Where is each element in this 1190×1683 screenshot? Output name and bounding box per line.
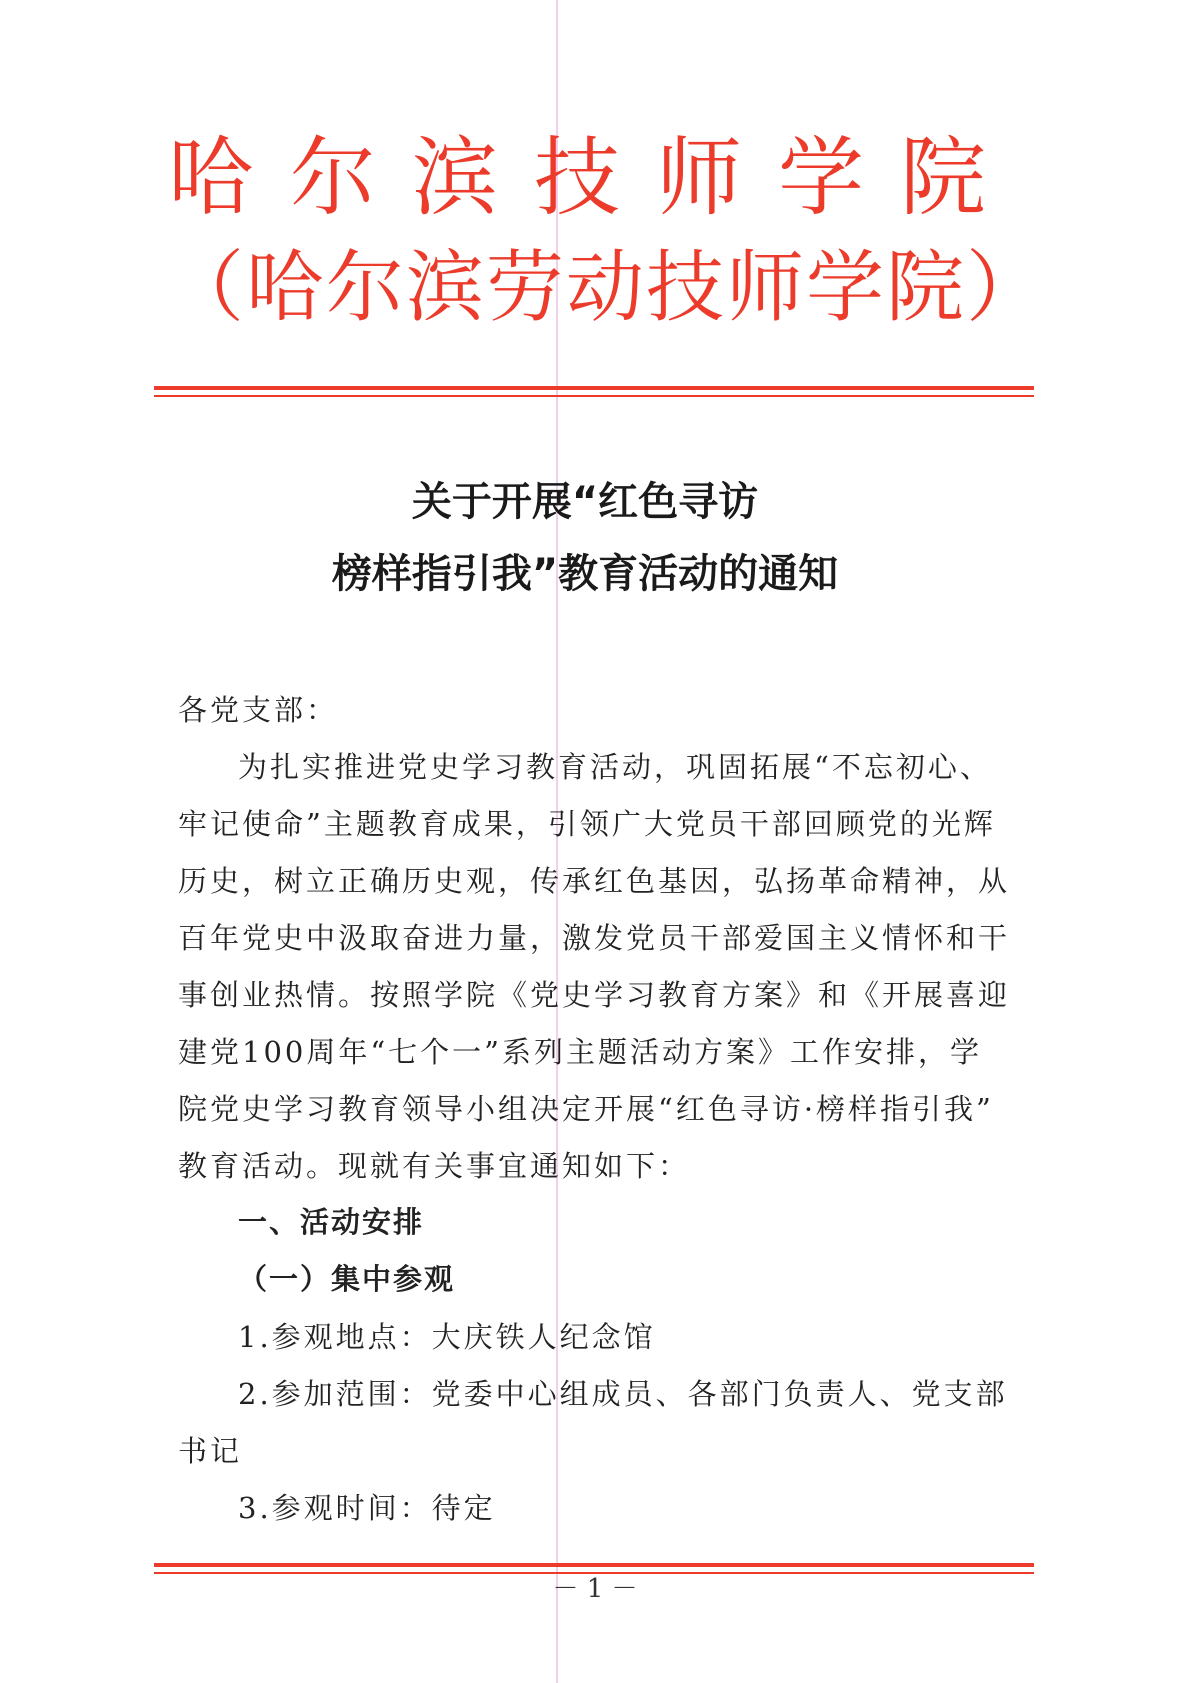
intro-line: 事创业热情。按照学院《党史学习教育方案》和《开展喜迎 — [178, 978, 1011, 1012]
letterhead-institution-alias: （哈尔滨劳动技师学院） — [166, 243, 1047, 333]
page-number: － 1 － — [552, 1574, 638, 1604]
intro-line: 百年党史中汲取奋进力量，激发党员干部爱国主义情怀和干 — [178, 921, 1011, 955]
notice-title-line-1: 关于开展“红色寻访 — [411, 479, 759, 525]
list-item: 3.参观时间：待定 — [238, 1491, 496, 1525]
intro-line: 建党100周年“七个一”系列主题活动方案》工作安排，学 — [178, 1035, 983, 1069]
intro-line: 院党史学习教育领导小组决定开展“红色寻访·榜样指引我” — [178, 1092, 994, 1126]
list-item: 书记 — [178, 1434, 243, 1468]
letterhead-rule-thin — [154, 395, 1034, 397]
intro-line: 教育活动。现就有关事宜通知如下： — [178, 1149, 691, 1183]
intro-line: 为扎实推进党史学习教育活动，巩固拓展“不忘初心、 — [238, 750, 992, 784]
list-item: 2.参加范围：党委中心组成员、各部门负责人、党支部 — [238, 1377, 1008, 1411]
intro-line: 牢记使命”主题教育成果，引领广大党员干部回顾党的光辉 — [178, 807, 996, 841]
letterhead-institution-name: 哈尔滨技师学院 — [168, 128, 1022, 228]
letterhead-rule-thick — [154, 386, 1034, 390]
intro-line: 历史，树立正确历史观，传承红色基因，弘扬革命精神，从 — [178, 864, 1011, 898]
subsection-heading-1: （一）集中参观 — [238, 1262, 456, 1296]
section-heading-1: 一、活动安排 — [238, 1205, 425, 1239]
notice-title-line-2: 榜样指引我”教育活动的通知 — [331, 551, 839, 597]
salutation: 各党支部： — [178, 693, 339, 727]
list-item: 1.参观地点：大庆铁人纪念馆 — [238, 1320, 656, 1354]
footer-rule-thick — [154, 1563, 1034, 1567]
